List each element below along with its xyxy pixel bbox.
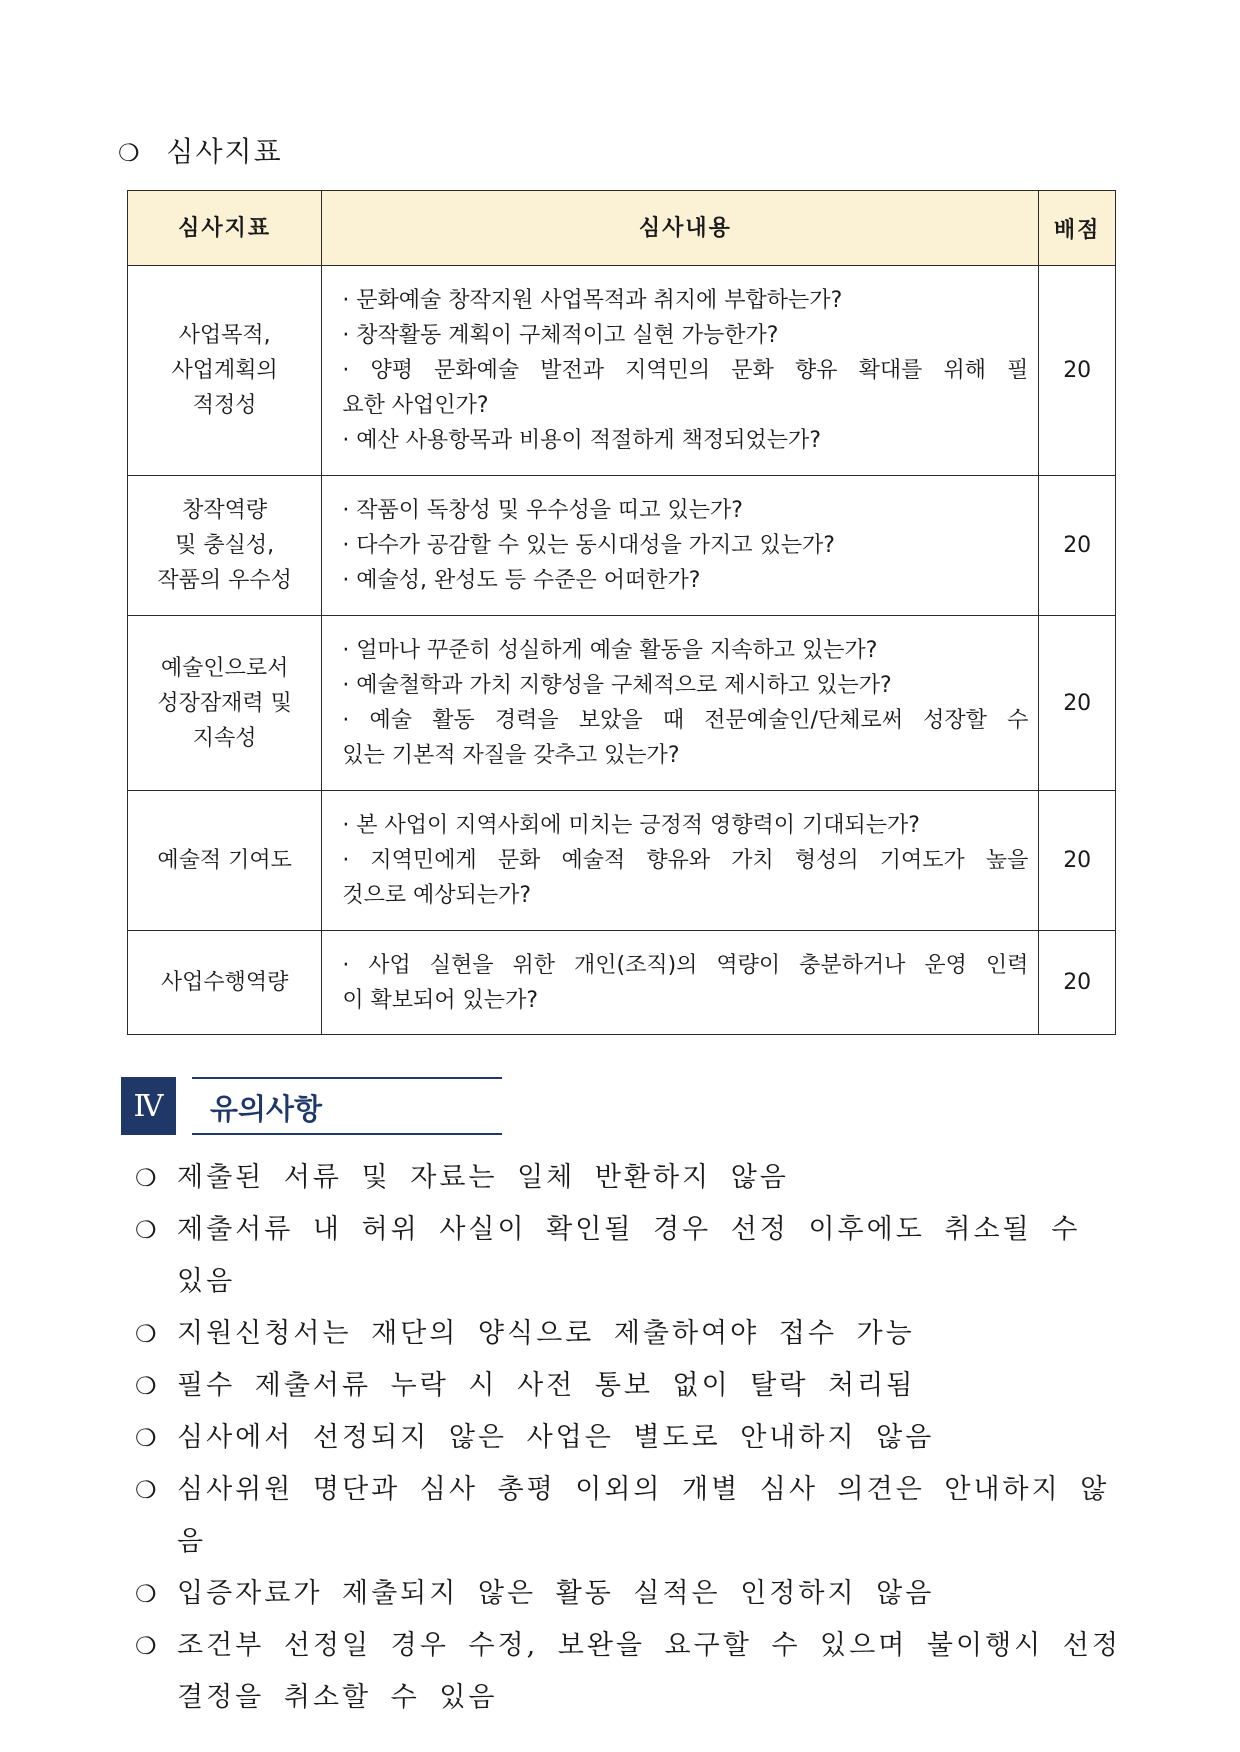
- section-title-box: [192, 1077, 502, 1135]
- circle-bullet-icon: ❍: [135, 1580, 157, 1608]
- table-header-row: [128, 191, 1116, 266]
- indicator-line: 사업수행역량: [160, 970, 289, 995]
- note-text: 조건부 선정일 경우 수정, 보완을 요구할 수 있으며 불이행시 선정 결정을 취소할 수 있음: [177, 1630, 1121, 1713]
- circle-bullet-icon: ❍: [135, 1216, 157, 1244]
- list-item: [135, 1412, 1125, 1464]
- table-row: [128, 931, 1116, 1035]
- content-line: · 지역민에게 문화 예술적 향유와 가치 형성의 기여도가 높을: [342, 848, 1029, 873]
- indicator-line: 성장잠재력 및: [157, 690, 292, 716]
- list-item: [135, 1204, 1125, 1308]
- content-cell: [322, 616, 1039, 791]
- indicator-cell: [128, 616, 322, 791]
- note-text: 지원신청서는 재단의 양식으로 제출하여야 접수 가능: [177, 1318, 915, 1349]
- content-line: · 창작활동 계획이 구체적이고 실현 가능한가?: [342, 323, 779, 348]
- indicator-cell: [128, 266, 322, 476]
- circle-bullet-icon: ❍: [118, 139, 142, 167]
- content-line: · 본 사업이 지역사회에 미치는 긍정적 영향력이 기대되는가?: [342, 813, 920, 838]
- criteria-heading: [118, 130, 283, 170]
- score-cell: 20: [1039, 266, 1116, 476]
- header-content: 심사내용: [322, 191, 1039, 266]
- score-cell: 20: [1039, 616, 1116, 791]
- circle-bullet-icon: ❍: [135, 1424, 157, 1452]
- content-line: · 예술철학과 가치 지향성을 구체적으로 제시하고 있는가?: [342, 673, 892, 698]
- list-item: [135, 1360, 1125, 1412]
- indicator-line: 사업계획의: [171, 358, 278, 383]
- table-row: [128, 791, 1116, 931]
- score-cell: 20: [1039, 476, 1116, 616]
- note-text: 심사에서 선정되지 않은 사업은 별도로 안내하지 않음: [177, 1422, 935, 1453]
- note-text: 제출서류 내 허위 사실이 확인될 경우 선정 이후에도 취소될 수 있음: [177, 1214, 1081, 1297]
- note-text: 필수 제출서류 누락 시 사전 통보 없이 탈락 처리됨: [177, 1370, 916, 1401]
- header-score: 배점: [1039, 191, 1116, 266]
- indicator-cell: [128, 791, 322, 931]
- circle-bullet-icon: ❍: [135, 1476, 157, 1504]
- score-cell: 20: [1039, 931, 1116, 1035]
- indicator-line: 작품의 우수성: [157, 568, 292, 593]
- indicator-line: 예술적 기여도: [157, 848, 292, 873]
- section-bottom-rule: [192, 1133, 502, 1135]
- indicator-line: 적정성: [192, 393, 257, 418]
- content-cell: [322, 476, 1039, 616]
- section-number-badge: Ⅳ: [121, 1077, 176, 1135]
- content-line: · 얼마나 꾸준히 성실하게 예술 활동을 지속하고 있는가?: [342, 638, 878, 663]
- header-indicator: 심사지표: [128, 191, 322, 266]
- table-row: [128, 266, 1116, 476]
- list-item: [135, 1568, 1125, 1620]
- indicator-line: 지속성: [192, 725, 257, 751]
- criteria-table: [127, 190, 1116, 1035]
- circle-bullet-icon: ❍: [135, 1372, 157, 1400]
- content-line: 요한 사업인가?: [342, 393, 489, 418]
- content-cell: [322, 791, 1039, 931]
- list-item: [135, 1464, 1125, 1568]
- indicator-line: 및 충실성,: [175, 533, 275, 558]
- list-item: [135, 1152, 1125, 1204]
- notes-list: [135, 1152, 1125, 1724]
- circle-bullet-icon: ❍: [135, 1320, 157, 1348]
- content-cell: [322, 931, 1039, 1035]
- content-line: · 문화예술 창작지원 사업목적과 취지에 부합하는가?: [342, 288, 843, 313]
- list-item: [135, 1620, 1125, 1724]
- content-line: · 작품이 독창성 및 우수성을 띠고 있는가?: [342, 498, 743, 523]
- score-cell: 20: [1039, 791, 1116, 931]
- indicator-cell: [128, 476, 322, 616]
- note-text: 입증자료가 제출되지 않은 활동 실적은 인정하지 않음: [177, 1578, 935, 1609]
- table-row: [128, 476, 1116, 616]
- section-title: 유의사항: [210, 1092, 323, 1126]
- list-item: [135, 1308, 1125, 1360]
- content-line: 이 확보되어 있는가?: [342, 987, 538, 1013]
- content-line: 것으로 예상되는가?: [342, 883, 531, 908]
- circle-bullet-icon: ❍: [135, 1632, 157, 1660]
- content-cell: [322, 266, 1039, 476]
- content-line: · 예술성, 완성도 등 수준은 어떠한가?: [342, 568, 701, 593]
- table-row: [128, 616, 1116, 791]
- content-line: 있는 기본적 자질을 갖추고 있는가?: [342, 743, 680, 768]
- section-top-rule: [192, 1077, 502, 1079]
- content-line: · 양평 문화예술 발전과 지역민의 문화 향유 확대를 위해 필: [342, 358, 1029, 383]
- circle-bullet-icon: ❍: [135, 1164, 157, 1192]
- indicator-line: 예술인으로서: [160, 655, 289, 681]
- content-line: · 사업 실현을 위한 개인(조직)의 역량이 충분하거나 운영 인력: [342, 952, 1029, 978]
- indicator-line: 사업목적,: [178, 323, 271, 348]
- note-text: 제출된 서류 및 자료는 일체 반환하지 않음: [177, 1162, 789, 1193]
- indicator-line: 창작역량: [182, 498, 268, 523]
- content-line: · 예산 사용항목과 비용이 적절하게 책정되었는가?: [342, 428, 821, 453]
- content-line: · 예술 활동 경력을 보았을 때 전문예술인/단체로써 성장할 수: [342, 708, 1029, 733]
- criteria-heading-text: 심사지표: [166, 135, 283, 168]
- note-text: 심사위원 명단과 심사 총평 이외의 개별 심사 의견은 안내하지 않음: [177, 1474, 1110, 1557]
- section-header: [121, 1077, 502, 1135]
- content-line: · 다수가 공감할 수 있는 동시대성을 가지고 있는가?: [342, 533, 835, 558]
- indicator-cell: [128, 931, 322, 1035]
